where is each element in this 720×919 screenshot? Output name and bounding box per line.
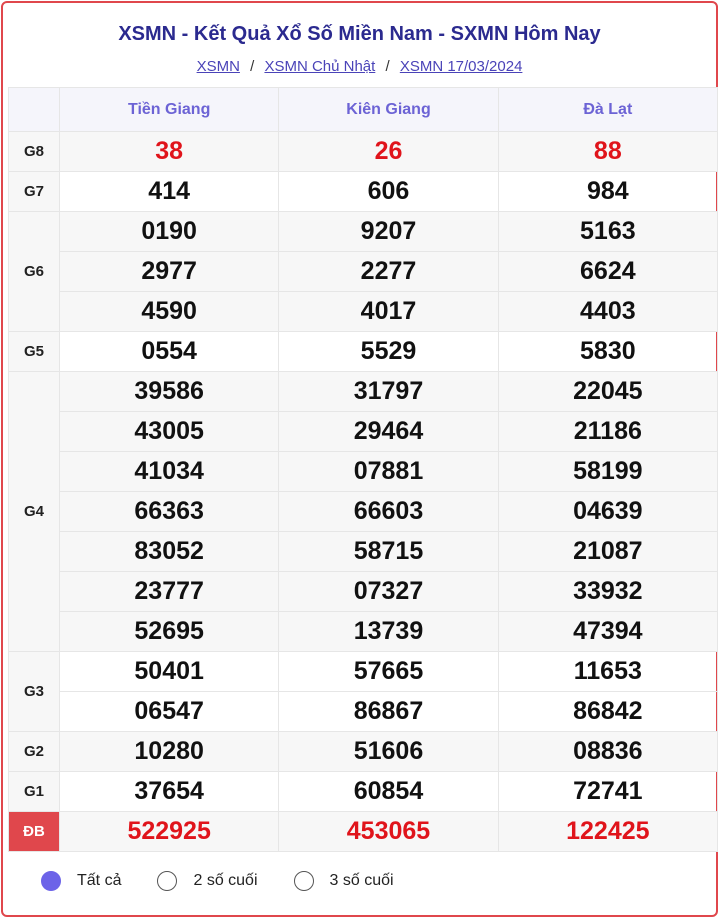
filter-label: 2 số cuối — [193, 872, 258, 889]
prize-number: 5529 — [279, 332, 498, 372]
prize-number: 41034 — [60, 452, 279, 492]
prize-number: 07881 — [279, 452, 498, 492]
table-row — [9, 212, 718, 252]
prize-number: 21186 — [498, 412, 717, 452]
table-row — [9, 132, 718, 172]
prize-number: 13739 — [279, 612, 498, 652]
prize-number: 4403 — [498, 292, 717, 332]
prize-number: 5163 — [498, 212, 717, 252]
province-da-lat[interactable]: Đà Lạt — [498, 88, 717, 132]
filter-label: Tất cả — [77, 872, 122, 889]
prize-number: 86867 — [279, 692, 498, 732]
filter-option-last-3[interactable] — [294, 871, 394, 891]
prize-label: G6 — [9, 212, 60, 332]
prize-number: 66363 — [60, 492, 279, 532]
prize-label: G1 — [9, 772, 60, 812]
filter-option-last-2[interactable] — [157, 871, 257, 891]
panel-header — [3, 3, 716, 87]
prize-number: 66603 — [279, 492, 498, 532]
table-row — [9, 692, 718, 732]
prize-label: G3 — [9, 652, 60, 732]
prize-number: 37654 — [60, 772, 279, 812]
prize-number: 21087 — [498, 532, 717, 572]
prize-number: 453065 — [279, 812, 498, 852]
prize-number: 33932 — [498, 572, 717, 612]
prize-label: G5 — [9, 332, 60, 372]
prize-number: 984 — [498, 172, 717, 212]
breadcrumb-xsmn-date[interactable]: XSMN 17/03/2024 — [399, 58, 523, 75]
province-tien-giang[interactable]: Tiền Giang — [60, 88, 279, 132]
table-row — [9, 332, 718, 372]
table-row — [9, 492, 718, 532]
prize-number: 07327 — [279, 572, 498, 612]
breadcrumb-separator: / — [250, 58, 255, 75]
prize-label: G2 — [9, 732, 60, 772]
prize-number: 86842 — [498, 692, 717, 732]
header-corner-cell — [9, 88, 60, 132]
prize-label: ĐB — [9, 812, 60, 852]
prize-number: 08836 — [498, 732, 717, 772]
prize-number: 9207 — [279, 212, 498, 252]
results-table — [8, 87, 718, 852]
prize-number: 51606 — [279, 732, 498, 772]
prize-label: G7 — [9, 172, 60, 212]
page-title: XSMN - Kết Quả Xổ Số Miền Nam - SXMN Hôm Nay — [118, 23, 601, 45]
prize-number: 29464 — [279, 412, 498, 452]
province-header-row — [9, 88, 718, 132]
table-row — [9, 732, 718, 772]
prize-number: 414 — [60, 172, 279, 212]
prize-number: 26 — [279, 132, 498, 172]
prize-number: 83052 — [60, 532, 279, 572]
prize-number: 31797 — [279, 372, 498, 412]
province-kien-giang[interactable]: Kiên Giang — [279, 88, 498, 132]
prize-number: 60854 — [279, 772, 498, 812]
prize-number: 5830 — [498, 332, 717, 372]
table-row — [9, 572, 718, 612]
prize-number: 11653 — [498, 652, 717, 692]
prize-number: 0190 — [60, 212, 279, 252]
table-row — [9, 412, 718, 452]
table-row — [9, 452, 718, 492]
prize-number: 6624 — [498, 252, 717, 292]
prize-number: 47394 — [498, 612, 717, 652]
prize-number: 50401 — [60, 652, 279, 692]
table-row — [9, 292, 718, 332]
prize-number: 606 — [279, 172, 498, 212]
radio-selected-icon[interactable] — [41, 871, 61, 891]
prize-number: 38 — [60, 132, 279, 172]
prize-number: 58199 — [498, 452, 717, 492]
prize-number: 39586 — [60, 372, 279, 412]
breadcrumb — [3, 58, 716, 75]
prize-number: 88 — [498, 132, 717, 172]
filter-label: 3 số cuối — [329, 872, 394, 889]
table-row — [9, 172, 718, 212]
prize-label: G8 — [9, 132, 60, 172]
prize-number: 04639 — [498, 492, 717, 532]
table-row — [9, 372, 718, 412]
prize-number: 22045 — [498, 372, 717, 412]
prize-label: G4 — [9, 372, 60, 652]
prize-number: 58715 — [279, 532, 498, 572]
table-row — [9, 532, 718, 572]
prize-number: 122425 — [498, 812, 717, 852]
prize-number: 522925 — [60, 812, 279, 852]
prize-number: 57665 — [279, 652, 498, 692]
prize-number: 43005 — [60, 412, 279, 452]
breadcrumb-xsmn-sunday[interactable]: XSMN Chủ Nhật — [264, 58, 376, 75]
results-panel — [1, 1, 718, 917]
prize-number: 0554 — [60, 332, 279, 372]
prize-number: 4017 — [279, 292, 498, 332]
radio-unselected-icon[interactable] — [294, 871, 314, 891]
breadcrumb-separator: / — [385, 58, 390, 75]
digit-filter — [41, 869, 430, 893]
prize-number: 4590 — [60, 292, 279, 332]
table-row — [9, 652, 718, 692]
prize-number: 2977 — [60, 252, 279, 292]
prize-number: 06547 — [60, 692, 279, 732]
prize-number: 23777 — [60, 572, 279, 612]
prize-number: 10280 — [60, 732, 279, 772]
filter-option-all[interactable] — [41, 871, 121, 891]
prize-rows — [9, 132, 718, 852]
table-row — [9, 252, 718, 292]
table-row — [9, 812, 718, 852]
prize-number: 2277 — [279, 252, 498, 292]
table-row — [9, 612, 718, 652]
prize-number: 52695 — [60, 612, 279, 652]
prize-number: 72741 — [498, 772, 717, 812]
breadcrumb-xsmn[interactable]: XSMN — [196, 58, 240, 75]
table-row — [9, 772, 718, 812]
radio-unselected-icon[interactable] — [157, 871, 177, 891]
